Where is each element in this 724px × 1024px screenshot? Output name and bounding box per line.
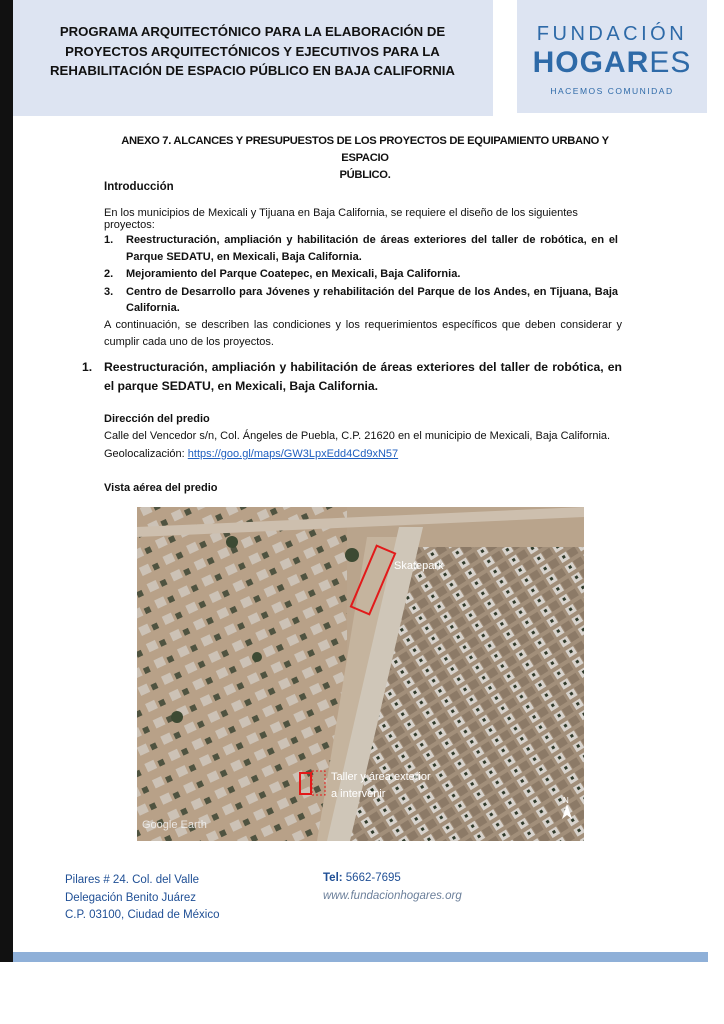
map-label-taller-line2: a intervenir bbox=[331, 788, 386, 800]
logo-hogar: HOGAR bbox=[532, 46, 650, 79]
annex-title-line: ANEXO 7. ALCANCES Y PRESUPUESTOS DE LOS PROYECTOS DE EQUIPAMIENTO URBANO Y ESPACIO bbox=[121, 135, 609, 164]
address-heading: Dirección del predio bbox=[104, 413, 210, 425]
list-item bbox=[104, 232, 618, 265]
map-tree bbox=[171, 711, 183, 723]
intro-heading: Introducción bbox=[104, 181, 174, 193]
map-tree bbox=[226, 536, 238, 548]
logo-line-hogares bbox=[517, 46, 707, 80]
geolocation-line bbox=[104, 448, 624, 460]
map-label-taller-line1: Taller y área exterior bbox=[331, 771, 431, 783]
annex-title bbox=[100, 133, 630, 184]
list-item-text: Reestructuración, ampliación y habilitación de áreas exteriores del taller de robótica, en el Parque SEDATU, en Mexicali, Baja California. bbox=[126, 234, 618, 263]
project-list bbox=[104, 232, 618, 318]
header-title-line: REHABILITACIÓN DE ESPACIO PÚBLICO EN BAJA CALIFORNIA bbox=[50, 63, 455, 78]
aerial-satellite-image bbox=[137, 507, 584, 841]
left-edge-bar bbox=[0, 0, 13, 962]
footer-address-line: C.P. 03100, Ciudad de México bbox=[65, 909, 220, 921]
footer-address bbox=[65, 872, 220, 925]
logo-tagline: HACEMOS COMUNIDAD bbox=[550, 86, 674, 96]
fundacion-hogares-logo bbox=[517, 0, 707, 113]
list-item-text: Centro de Desarrollo para Jóvenes y rehabilitación del Parque de los Andes, en Tijuana, Baja California. bbox=[126, 285, 618, 314]
map-watermark: Google Earth bbox=[142, 819, 207, 831]
footer-bar bbox=[13, 952, 708, 962]
header-title-line: PROGRAMA ARQUITECTÓNICO PARA LA ELABORACIÓN DE bbox=[59, 24, 446, 39]
section-number: 1. bbox=[82, 360, 93, 374]
list-item-number: 3. bbox=[104, 285, 114, 298]
geolocation-link[interactable]: https://goo.gl/maps/GW3LpxEdd4Cd9xN57 bbox=[187, 448, 399, 460]
aerial-view-heading: Vista aérea del predio bbox=[104, 482, 218, 494]
list-item-number: 2. bbox=[104, 268, 114, 280]
footer-tel-label: Tel: bbox=[323, 872, 343, 884]
document-header-title bbox=[20, 22, 485, 81]
list-item-text: Mejoramiento del Parque Coatepec, en Mexicali, Baja California. bbox=[126, 268, 461, 280]
list-item bbox=[104, 284, 618, 317]
list-item-number: 1. bbox=[104, 234, 114, 246]
logo-line-fundacion: FUNDACIÓN bbox=[536, 23, 688, 45]
footer-tel-value: 5662-7695 bbox=[342, 872, 401, 884]
intro-paragraph: En los municipios de Mexicali y Tijuana en Baja California, se requiere el diseño de los siguientes proyectos: bbox=[104, 207, 578, 231]
map-label-skatepark: Skatepark bbox=[394, 560, 444, 572]
header-title-line: PROYECTOS ARQUITECTÓNICOS Y EJECUTIVOS PARA LA bbox=[65, 43, 440, 59]
address-text: Calle del Vencedor s/n, Col. Ángeles de Puebla, C.P. 21620 en el municipio de Mexicali, Baja California. bbox=[104, 430, 611, 442]
map-tree bbox=[252, 652, 262, 662]
footer-telephone bbox=[323, 872, 401, 884]
annex-title-line: PÚBLICO. bbox=[339, 169, 391, 181]
footer-website[interactable]: www.fundacionhogares.org bbox=[323, 890, 462, 902]
footer-address-line: Pilares # 24. Col. del Valle bbox=[65, 874, 200, 886]
list-item bbox=[104, 266, 618, 283]
section-title-text: Reestructuración, ampliación y habilitación de áreas exteriores del taller de robótica, en el parque SEDATU, en Mexicali, Baja California. bbox=[104, 360, 622, 393]
geolocation-label: Geolocalización: bbox=[104, 448, 188, 460]
section-1-title bbox=[82, 358, 622, 396]
continuation-paragraph: A continuación, se describen las condiciones y los requerimientos específicos que deben considerar y cumplir cada uno de los proyectos. bbox=[104, 319, 622, 348]
footer-address-line: Delegación Benito Juárez bbox=[65, 891, 197, 904]
map-left-neighborhood bbox=[137, 507, 347, 841]
map-tree bbox=[345, 548, 359, 562]
north-label: N bbox=[563, 796, 569, 805]
logo-es: ES bbox=[649, 46, 692, 79]
